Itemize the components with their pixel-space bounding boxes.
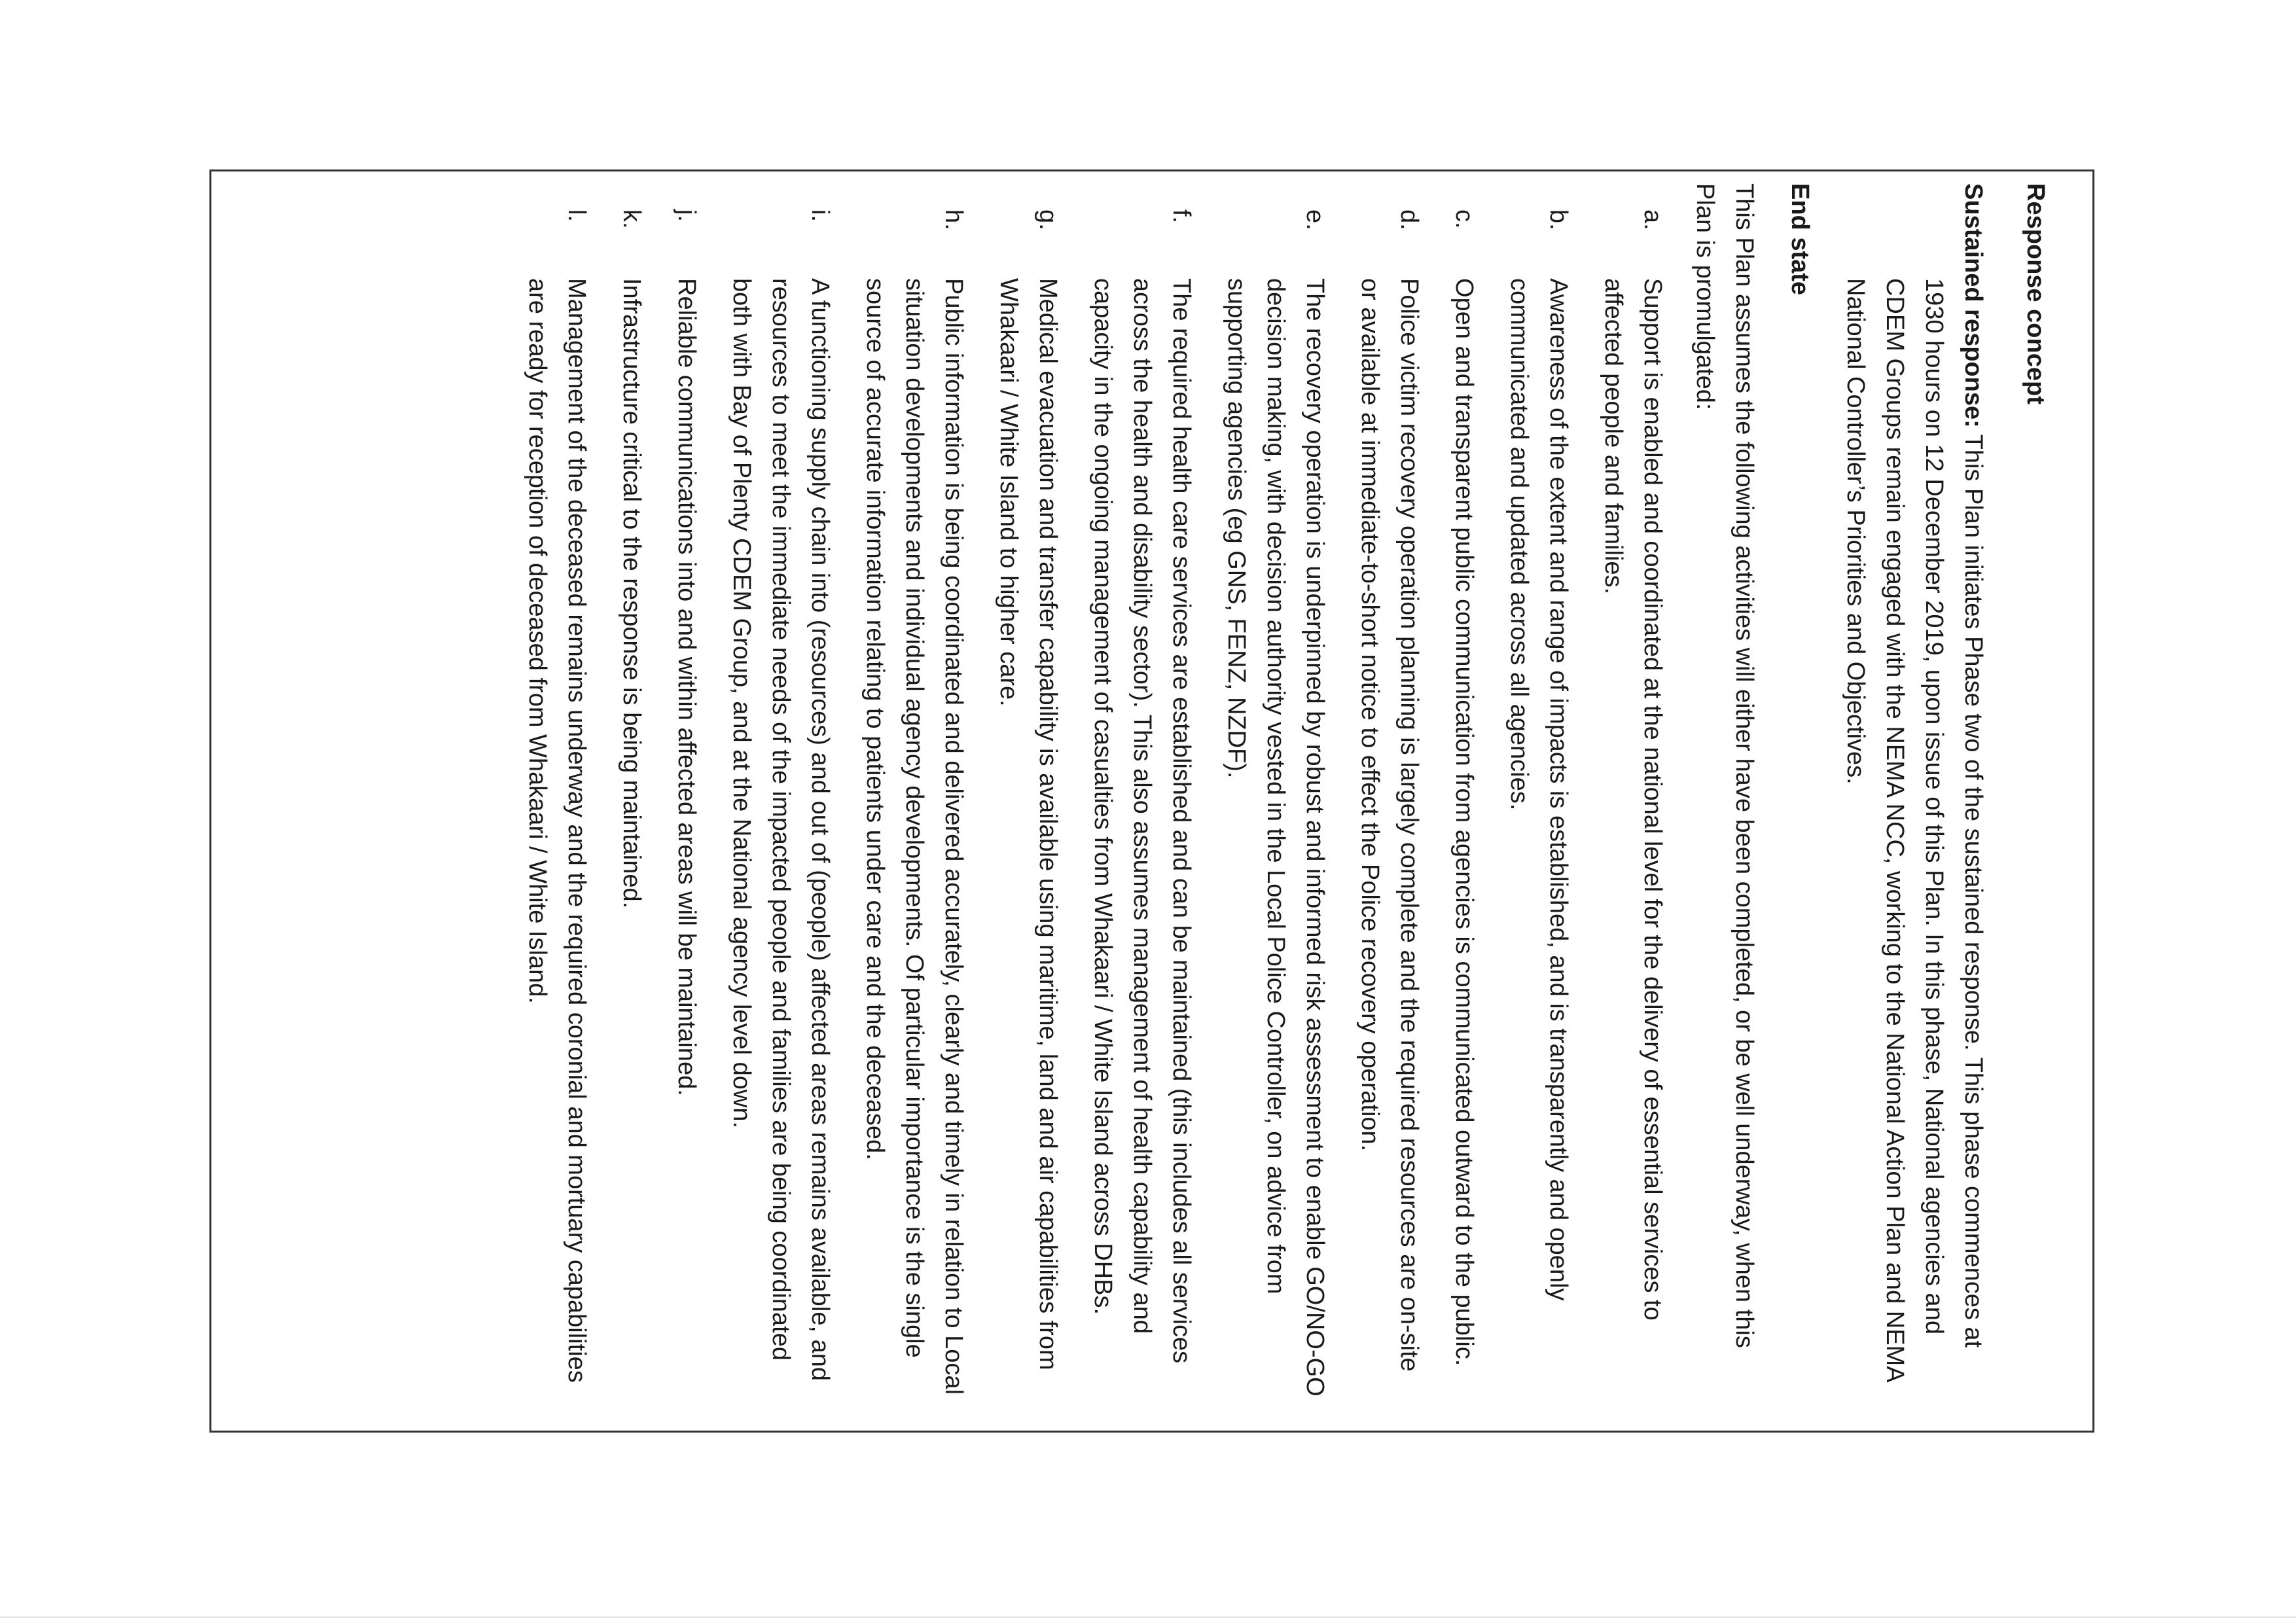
list-item [1444, 183, 1484, 1400]
list-item [518, 183, 596, 1400]
sustained-response-text: This Plan initiates Phase two of the sustained response. This phase commences at 1930 hours on 12 December 2019, upon issue of this Plan. In this phase, National agencies and CDEM Groups remain engaged with the NEMA NCC, working to the National Action Plan and NEMA National Controller’s Priorities and Objectives. [1842, 278, 1987, 1382]
list-text: Open and transparent public communication from agencies is communicated outward to the public. [1450, 278, 1478, 1366]
list-marker: i. [806, 209, 834, 222]
list-text: Infrastructure critical to the response is being maintained. [618, 278, 645, 909]
list-marker: c. [1450, 209, 1478, 229]
list-marker: d. [1395, 209, 1423, 230]
list-marker: l. [563, 209, 590, 222]
list-item [1594, 183, 1672, 1400]
list-item [722, 183, 840, 1400]
list-text: The required health care services are established and can be maintained (this includes all services across the health and disability sector). This also assumes management of health capability and capacity in the ongoing management of casualties from Whakaari / White Island across DHBs. [1089, 278, 1195, 1364]
list-item [1499, 183, 1578, 1400]
list-item [612, 183, 651, 1400]
list-marker: a. [1639, 209, 1666, 230]
list-text: Public information is being coordinated and delivered accurately, clearly and timely in relation to Local situation developments and individual agency developments. Of particular importance is the single source of accurate information relating to patients under care and the deceased. [861, 278, 967, 1395]
end-state-intro: This Plan assumes the following activities will either have been completed, or be well underway, when this Plan is promulgated: [1691, 183, 1758, 1348]
list-text: Medical evacuation and transfer capability is available using maritime, land and air capabilities from Whakaari / White Island to higher care. [995, 278, 1062, 1370]
list-marker: g. [1034, 209, 1062, 230]
list-text: Reliable communications into and within affected areas will be maintained. [673, 278, 700, 1096]
list-marker: f. [1168, 209, 1195, 224]
list-marker: k. [618, 209, 645, 229]
list-marker: j. [673, 209, 700, 222]
scan-edge-line [0, 1616, 2296, 1618]
rotated-document-body [216, 183, 2055, 1400]
section-heading: Response concept [2022, 183, 2049, 404]
sustained-response-paragraph [1836, 183, 1993, 1400]
list-item [1217, 183, 1335, 1400]
list-text: A functioning supply chain into (resources) and out of (people) affected areas remains available, and resources to meet the immediate needs of the impacted people and families are being coordinated both with Bay of Plenty CDEM Group, and at the National agency level down. [728, 278, 834, 1381]
list-text: The recovery operation is underpinned by robust and informed risk assessment to enable GO/NO-GO decision making, with decision authority vested in the Local Police Controller, on advice from supporting agencies (eg GNS, FENZ, NZDF). [1223, 278, 1329, 1397]
end-state-heading: End state [1786, 183, 1814, 296]
list-item [989, 183, 1067, 1400]
sustained-response-label: Sustained response: [1960, 183, 1987, 428]
list-text: Police victim recovery operation planning is largely complete and the required resources are on-site or available at immediate-to-short notice to effect the Police recovery operation. [1356, 278, 1423, 1372]
list-marker: e. [1301, 209, 1329, 230]
end-state-list [518, 183, 1672, 1400]
list-item [855, 183, 973, 1400]
list-item [667, 183, 706, 1400]
list-text: Awareness of the extent and range of impacts is established, and is transparently and openly communicated and updated across all agencies. [1505, 278, 1572, 1301]
list-marker: h. [940, 209, 967, 230]
list-marker: b. [1545, 209, 1572, 230]
list-item [1350, 183, 1429, 1400]
list-text: Support is enabled and coordinated at the national level for the delivery of essential services to affected people and families. [1600, 278, 1666, 1321]
list-item [1083, 183, 1201, 1400]
list-text: Management of the deceased remains underway and the required coronial and mortuary capabilities are ready for reception of deceased from Whakaari / White Island. [524, 278, 590, 1383]
